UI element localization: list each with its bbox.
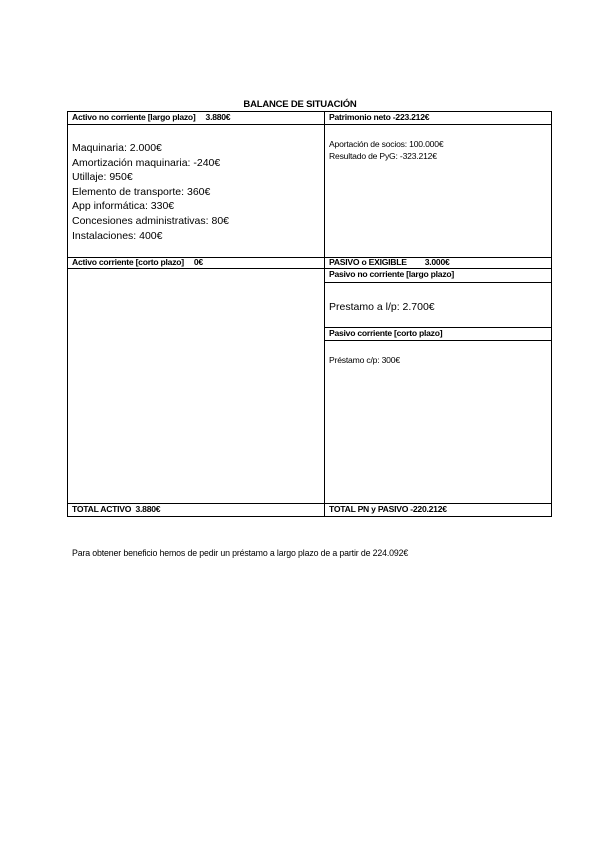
list-item: Utillaje: 950€ [72,171,133,184]
list-item: App informática: 330€ [72,200,175,213]
activo-no-corriente-list [72,141,229,243]
rule-header-top [67,124,552,125]
list-item: Elemento de transporte: 360€ [72,185,211,198]
list-item: Maquinaria: 2.000€ [72,142,162,154]
list-item: Resultado de PyG: -323.212€ [329,150,437,161]
pasivo-no-corriente-header: Pasivo no corriente [largo plazo] [329,269,454,279]
list-item: Aportación de socios: 100.000€ [329,139,444,149]
rule-pasivo-nc-bottom [324,282,552,283]
table-border-left [67,111,68,517]
pasivo-no-corriente-item: Prestamo a l/p: 2.700€ [329,301,435,313]
document-title: BALANCE DE SITUACIÓN [243,99,357,110]
activo-no-corriente-label: Activo no corriente [largo plazo] [72,112,196,122]
table-border-bottom [67,516,552,517]
activo-corriente-header [68,257,203,268]
patrimonio-neto-list [329,139,443,162]
total-activo: TOTAL ACTIVO 3.880€ [72,504,161,514]
pasivo-header [325,257,450,268]
activo-corriente-label: Activo corriente [corto plazo] [72,257,184,267]
pasivo-corriente-header: Pasivo corriente [corto plazo] [329,328,443,338]
pasivo-label: PASIVO o EXIGIBLE [329,257,407,267]
balance-table [67,111,552,517]
activo-no-corriente-amount: 3.880€ [205,112,231,122]
patrimonio-neto-header: Patrimonio neto -223.212€ [329,112,430,122]
list-item: Concesiones administrativas: 80€ [72,214,229,227]
pasivo-corriente-item: Préstamo c/p: 300€ [329,355,400,365]
activo-no-corriente-header [68,112,230,123]
table-border-right [551,111,552,517]
activo-corriente-amount: 0€ [193,257,203,267]
list-item: Amortización maquinaria: -240€ [72,156,221,169]
footnote: Para obtener beneficio hemos de pedir un préstamo a largo plazo de a partir de 224.092€ [72,548,409,558]
list-item: Instalaciones: 400€ [72,229,163,242]
rule-activo-corriente-bottom [67,268,552,269]
pasivo-amount: 3.000€ [424,257,450,267]
total-pn-pasivo: TOTAL PN y PASIVO -220.212€ [329,504,447,514]
table-column-divider [324,111,325,517]
rule-pasivo-c-bottom [324,340,552,341]
